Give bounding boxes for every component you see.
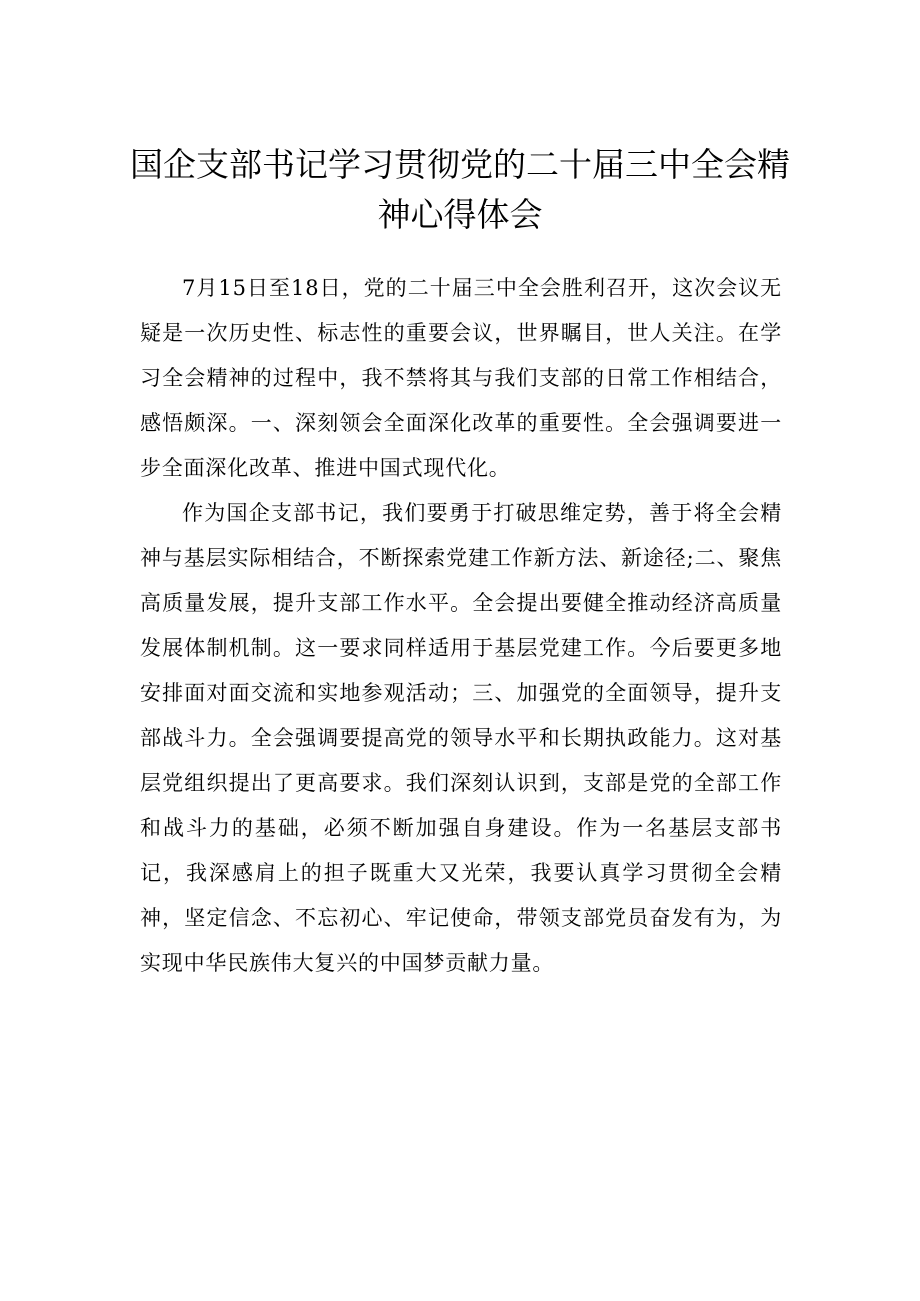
paragraph-2: 作为国企支部书记，我们要勇于打破思维定势，善于将全会精神与基层实际相结合，不断探索党建工作新方法、新途径;二、聚焦高质量发展，提升支部工作水平。全会提出要健全推动经济高质量发展体制机制。这一要求同样适用于基层党建工作。今后要更多地安排面对面交流和实地参观活动；三、加强党的全面领导，提升支部战斗力。全会强调要提高党的领导水平和长期执政能力。这对基层党组织提出了更高要求。我们深刻认识到，支部是党的全部工作和战斗力的基础，必须不断加强自身建设。作为一名基层支部书记，我深感肩上的担子既重大又光荣，我要认真学习贯彻全会精神，坚定信念、不忘初心、牢记使命，带领支部党员奋发有为，为实现中华民族伟大复兴的中国梦贡献力量。 [140,501,782,975]
paragraph-1: 7月15日至18日，党的二十届三中全会胜利召开，这次会议无疑是一次历史性、标志性的重要会议，世界瞩目，世人关注。在学习全会精神的过程中，我不禁将其与我们支部的日常工作相结合，感悟颇深。一、深刻领会全面深化改革的重要性。全会强调要进一步全面深化改革、推进中国式现代化。 [140,276,782,480]
document-title: 国企支部书记学习贯彻党的二十届三中全会精神心得体会 [130,145,790,234]
document-body [140,266,782,986]
